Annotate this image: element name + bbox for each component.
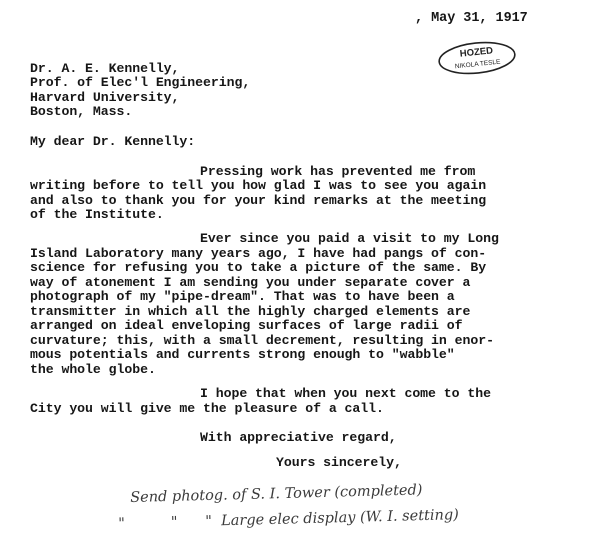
address-line: Dr. A. E. Kennelly, [30,61,180,76]
paragraph-line: Pressing work has prevented me from [200,164,476,179]
salutation: My dear Dr. Kennelly: [30,134,196,149]
handwritten-note-line: Send photog. of S. I. Tower (completed) [130,482,423,506]
stamp-top-text: HOZED [459,45,494,60]
paragraph-line: and also to thank you for your kind remarks at the meeting [30,193,487,208]
paragraph-line: curvature; this, with a small decrement, resulting in enor- [30,333,494,348]
paragraph-line: photograph of my "pipe-dream". That was to have been a [30,289,455,304]
handwritten-note-line: " " " Large elec display (W. I. setting) [118,507,459,532]
paragraph-line: mous potentials and currents strong enough to "wabble" [30,347,455,362]
paragraph-line: transmitter in which all the highly charged elements are [30,304,471,319]
received-stamp [436,40,518,76]
address-line: Harvard University, [30,90,180,105]
closing-regard: With appreciative regard, [200,430,397,445]
stamp-bottom-text: NIKOLA TESLE [454,58,501,71]
paragraph-line: I hope that when you next come to the [200,386,491,401]
paragraph-line: writing before to tell you how glad I was to see you again [30,178,487,193]
paragraph-line: science for refusing you to take a picture of the same. By [30,260,487,275]
closing-signoff: Yours sincerely, [276,455,402,470]
address-line: Boston, Mass. [30,104,133,119]
paragraph-line: arranged on ideal enveloping surfaces of large radii of [30,318,463,333]
paragraph-line: way of atonement I am sending you under separate cover a [30,275,471,290]
paragraph-line: City you will give me the pleasure of a call. [30,401,384,416]
paragraph-line: of the Institute. [30,207,164,222]
letter-date: , May 31, 1917 [415,11,528,26]
paragraph-line: Island Laboratory many years ago, I have had pangs of con- [30,246,487,261]
paragraph-line: Ever since you paid a visit to my Long [200,231,499,246]
address-line: Prof. of Elec'l Engineering, [30,75,251,90]
paragraph-line: the whole globe. [30,362,156,377]
